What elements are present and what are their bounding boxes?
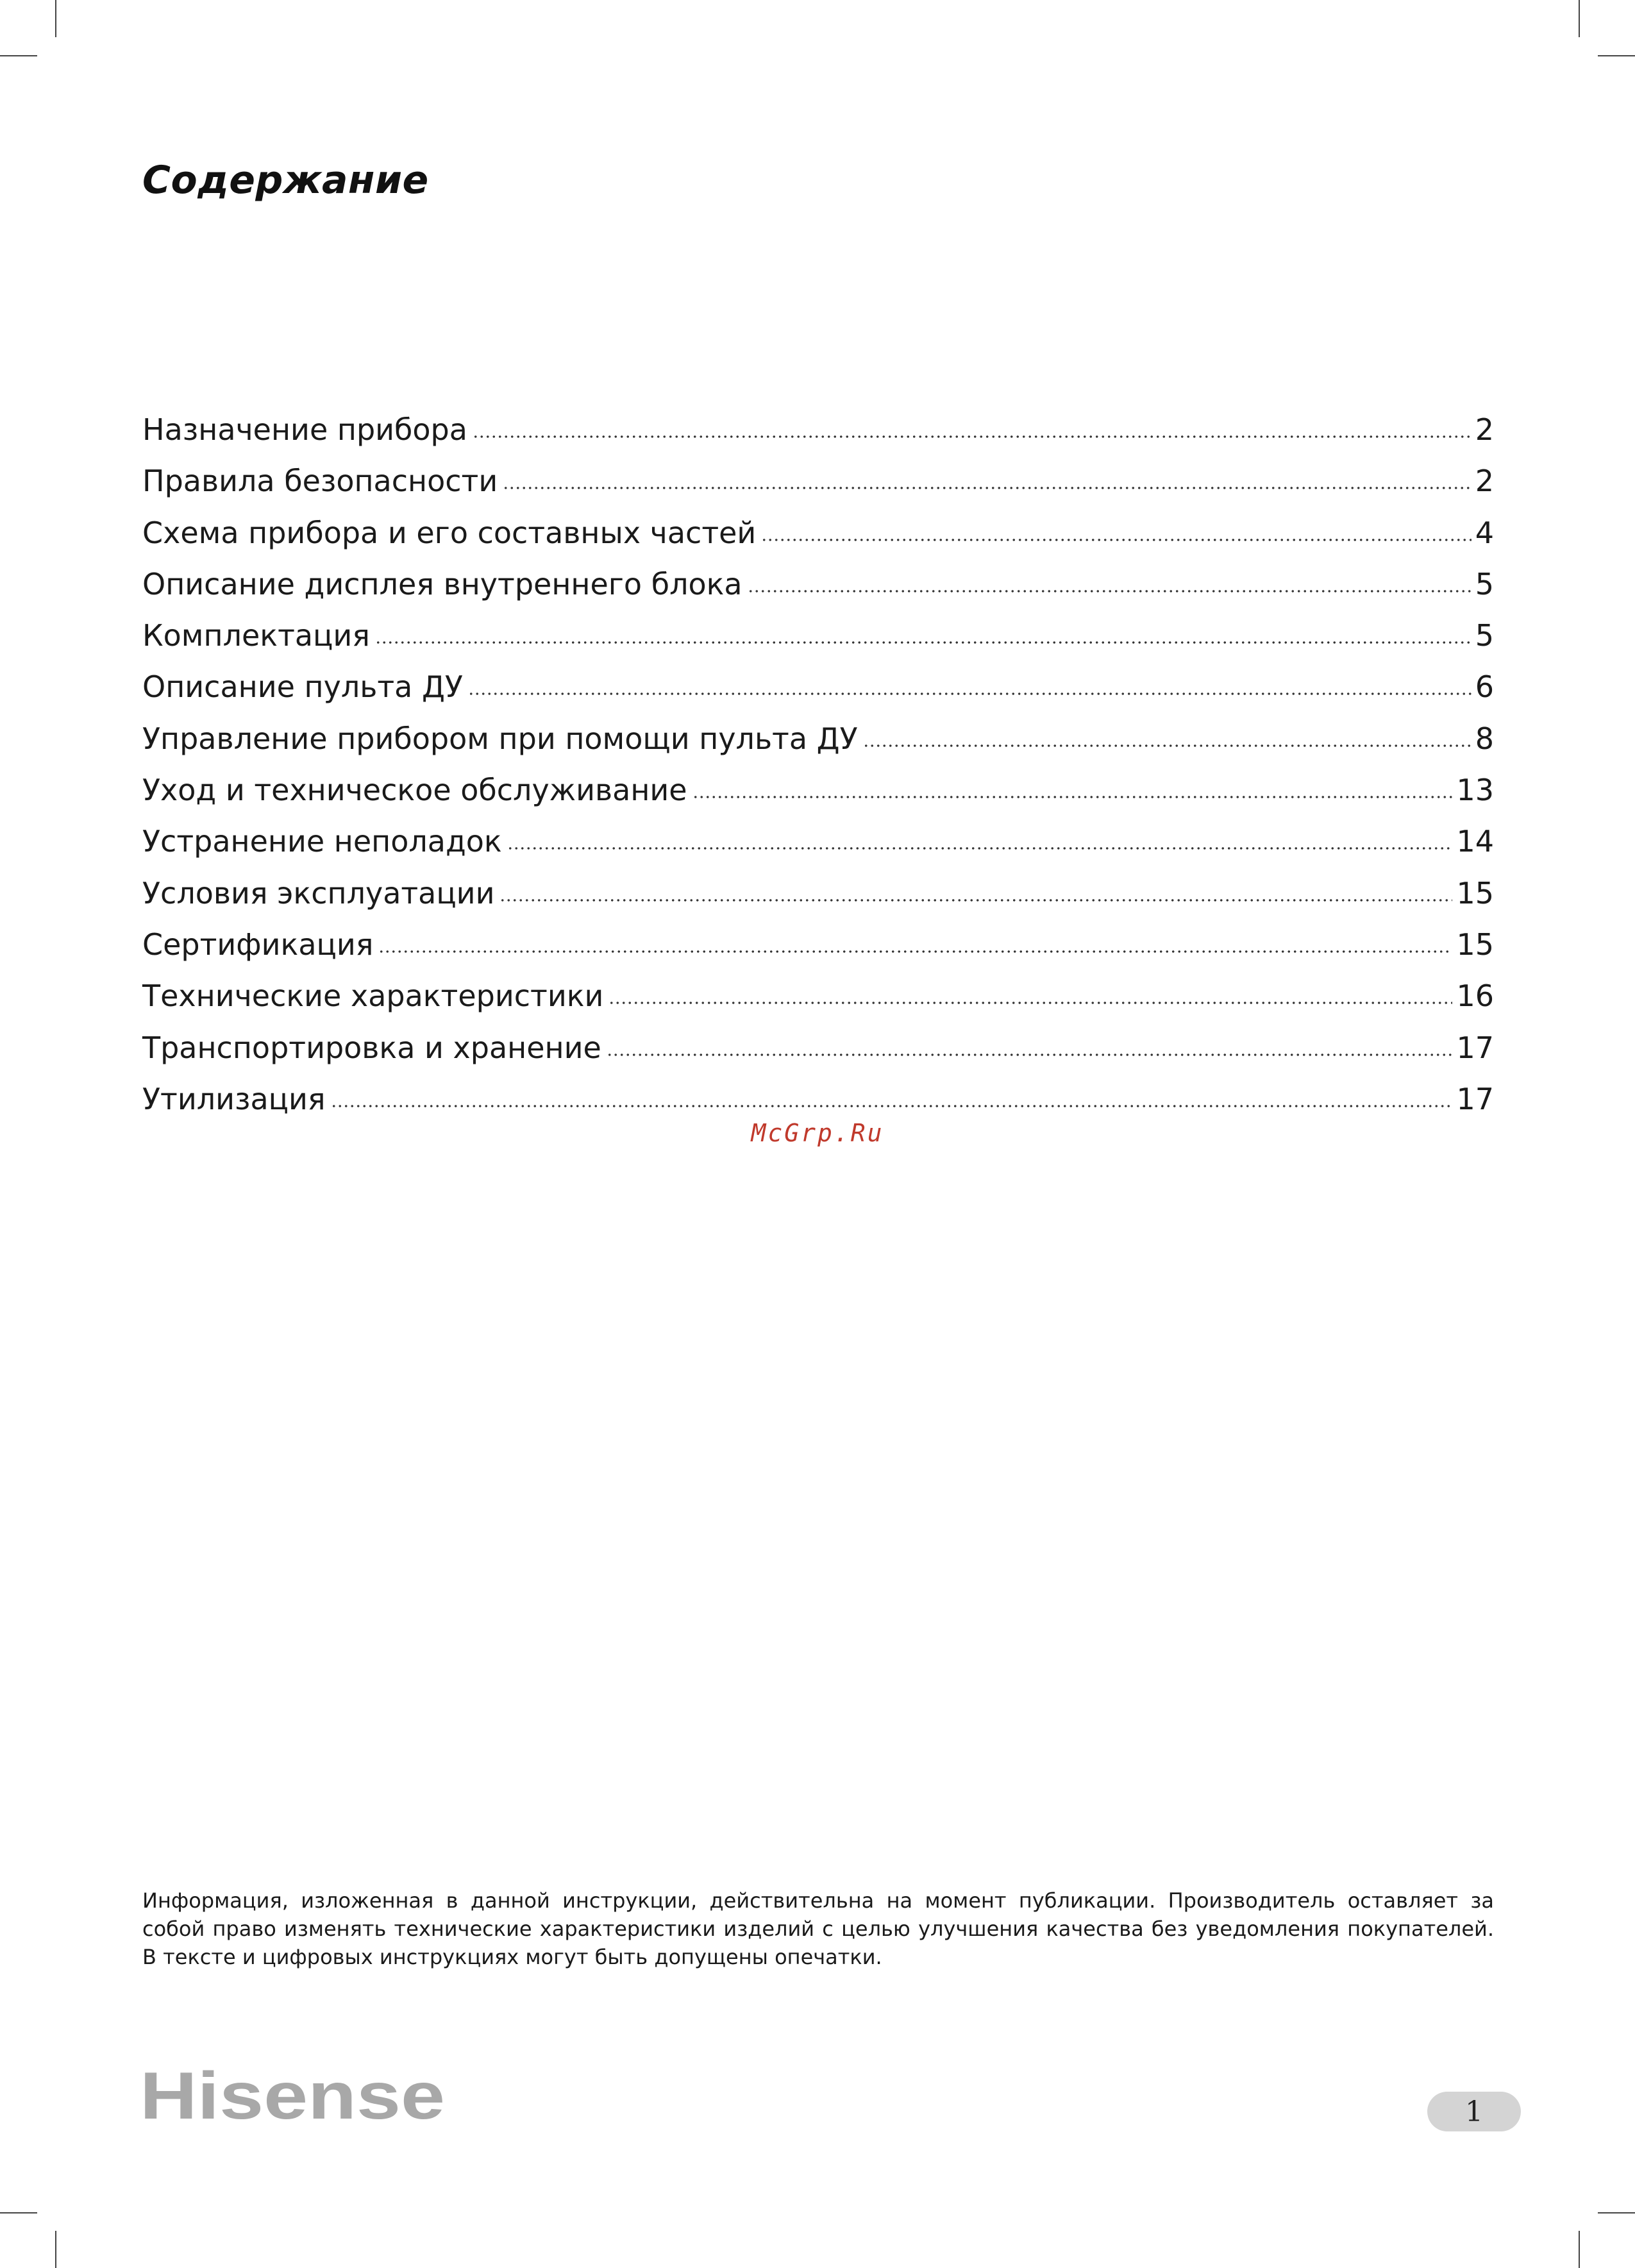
toc-leader-dots: [863, 744, 1472, 748]
toc-entry-label: Описание дисплея внутреннего блока: [142, 566, 742, 601]
toc-leader-dots: [499, 898, 1452, 902]
toc-entry-page: 15: [1456, 875, 1494, 911]
toc-entry[interactable]: [142, 455, 1494, 507]
crop-mark: [55, 0, 56, 37]
toc-entry-page: 2: [1475, 464, 1494, 499]
toc-entry-label: Технические характеристики: [142, 979, 604, 1014]
toc-entry-label: Утилизация: [142, 1081, 326, 1116]
toc-entry[interactable]: [142, 404, 1494, 455]
toc-entry-label: Транспортировка и хранение: [142, 1030, 601, 1065]
toc-entry-label: Назначение прибора: [142, 412, 467, 447]
table-of-contents: [142, 404, 1494, 1125]
toc-entry[interactable]: [142, 713, 1494, 764]
logo-text: Hisense: [140, 2060, 445, 2130]
toc-leader-dots: [468, 692, 1472, 696]
crop-mark: [0, 2212, 37, 2213]
crop-mark: [1579, 2231, 1580, 2268]
toc-leader-dots: [761, 538, 1471, 542]
toc-entry-page: 6: [1475, 669, 1494, 705]
page-title: Содержание: [142, 158, 429, 203]
page-number-badge: [1427, 2092, 1521, 2131]
toc-entry-page: 5: [1475, 618, 1494, 653]
toc-entry-page: 15: [1456, 927, 1494, 962]
crop-mark: [1579, 0, 1580, 37]
toc-entry-label: Описание пульта ДУ: [142, 669, 463, 705]
toc-entry-label: Правила безопасности: [142, 464, 498, 499]
toc-leader-dots: [503, 486, 1471, 490]
toc-entry[interactable]: [142, 1022, 1494, 1073]
toc-entry-label: Управление прибором при помощи пульта ДУ: [142, 721, 858, 756]
toc-entry-label: Условия эксплуатации: [142, 875, 495, 911]
toc-leader-dots: [473, 435, 1472, 439]
toc-entry-page: 4: [1475, 515, 1494, 550]
toc-leader-dots: [748, 589, 1472, 593]
toc-entry-page: 14: [1456, 824, 1494, 859]
disclaimer-text: Информация, изложенная в данной инструкции, действительна на момент публикации. Производитель оставляет за собой право изменять технические характеристики изделий с целью улучшения качества без уведомления покупателей. В тексте и цифровых инструкциях могут быть допущены опечатки.: [142, 1888, 1494, 1969]
toc-entry[interactable]: [142, 559, 1494, 610]
toc-entry-page: 2: [1475, 412, 1494, 447]
toc-entry-label: Схема прибора и его составных частей: [142, 515, 757, 550]
toc-entry-page: 17: [1456, 1081, 1494, 1116]
toc-leader-dots: [331, 1104, 1453, 1108]
toc-leader-dots: [692, 795, 1453, 799]
toc-leader-dots: [507, 846, 1453, 850]
hisense-logo: [140, 2060, 448, 2130]
toc-entry[interactable]: [142, 507, 1494, 559]
crop-mark: [1598, 55, 1635, 56]
crop-mark: [1598, 2212, 1635, 2213]
toc-entry[interactable]: [142, 764, 1494, 816]
toc-entry-label: Уход и техническое обслуживание: [142, 773, 687, 808]
crop-mark: [55, 2231, 56, 2268]
toc-entry-label: Сертификация: [142, 927, 374, 962]
toc-entry-page: 16: [1456, 979, 1494, 1014]
toc-entry-label: Комплектация: [142, 618, 370, 653]
toc-entry[interactable]: [142, 1073, 1494, 1125]
toc-entry[interactable]: [142, 868, 1494, 919]
toc-entry-page: 8: [1475, 721, 1494, 756]
toc-entry[interactable]: [142, 661, 1494, 712]
toc-leader-dots: [375, 641, 1472, 644]
toc-entry-label: Устранение неполадок: [142, 824, 502, 859]
toc-leader-dots: [608, 1001, 1452, 1005]
toc-leader-dots: [378, 950, 1452, 953]
toc-leader-dots: [607, 1053, 1453, 1057]
toc-entry-page: 17: [1456, 1030, 1494, 1065]
crop-mark: [0, 55, 37, 56]
toc-entry[interactable]: [142, 919, 1494, 970]
toc-entry-page: 13: [1456, 773, 1494, 808]
toc-entry[interactable]: [142, 610, 1494, 661]
page-number: 1: [1465, 2095, 1483, 2128]
toc-entry-page: 5: [1475, 566, 1494, 601]
watermark: McGrp.Ru: [751, 1119, 884, 1147]
toc-entry[interactable]: [142, 816, 1494, 867]
toc-entry[interactable]: [142, 970, 1494, 1021]
